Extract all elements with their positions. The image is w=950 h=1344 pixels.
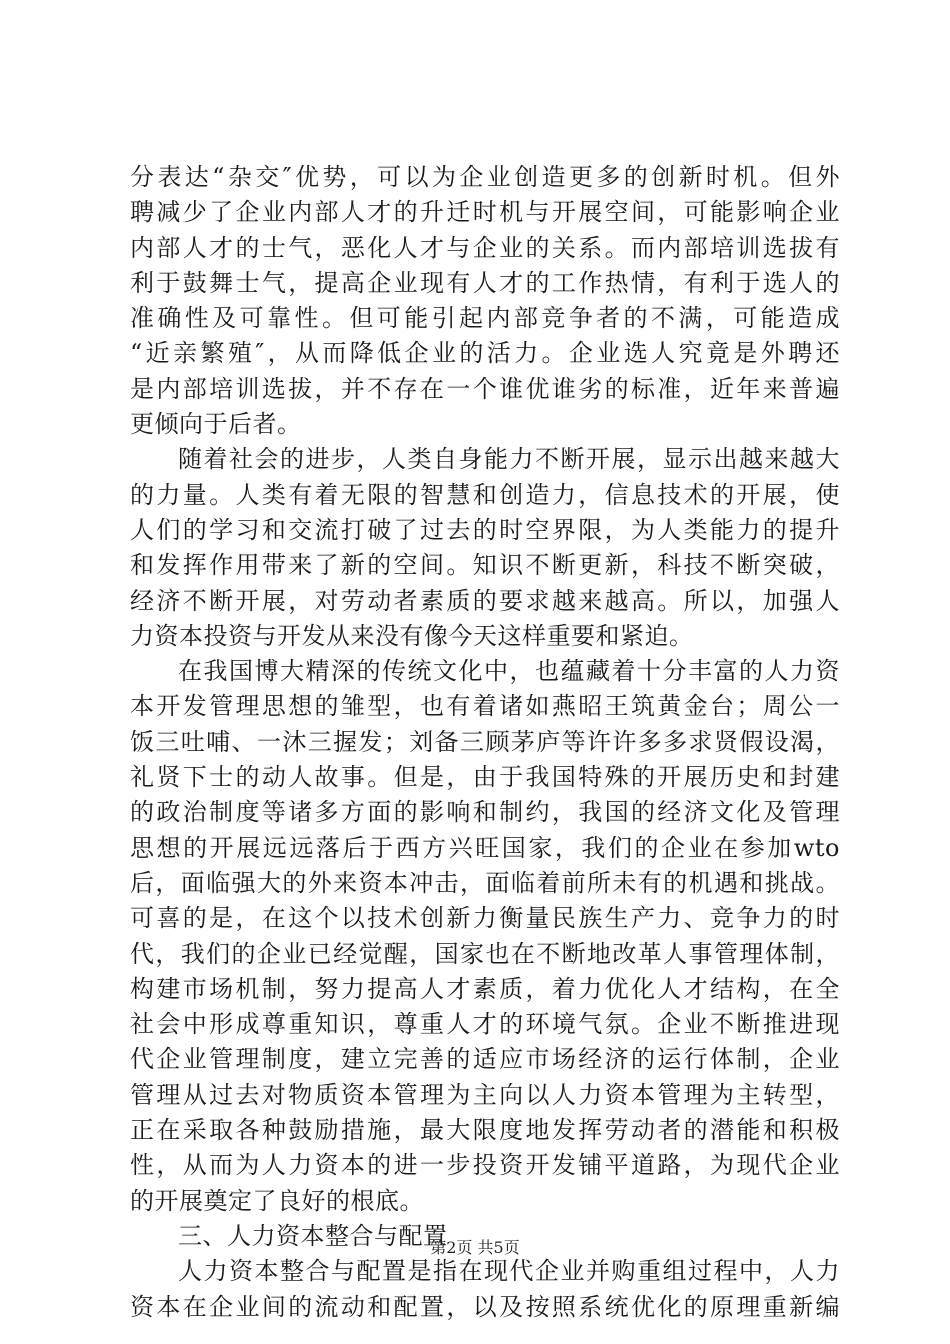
text-line: 正在采取各种鼓励措施，最大限度地发挥劳动者的潜能和积极	[130, 1116, 840, 1145]
text-line: 力资本投资与开发从来没有像今天这样重要和紧迫。	[130, 621, 694, 650]
text-line: 利于鼓舞士气，提高企业现有人才的工作热情，有利于选人的	[130, 268, 840, 297]
section-heading: 三、人力资本整合与配置	[178, 1221, 448, 1250]
text-line: “近亲繁殖″，从而降低企业的活力。企业选人究竟是外聘还	[130, 339, 840, 368]
text-line: 可喜的是，在这个以技术创新力衡量民族生产力、竞争力的时	[130, 904, 840, 933]
text-line: 本开发管理思想的雏型，也有着诸如燕昭王筑黄金台；周公一	[130, 692, 840, 721]
text-line: 的开展奠定了良好的根底。	[130, 1186, 424, 1215]
text-line: 代，我们的企业已经觉醒，国家也在不断地改革人事管理体制，	[130, 939, 840, 968]
text-line: 随着社会的进步，人类自身能力不断开展，显示出越来越大	[178, 445, 840, 474]
text-line: 构建市场机制，努力提高人才素质，着力优化人才结构，在全	[130, 974, 840, 1003]
text-line: 饭三吐哺、一沐三握发；刘备三顾茅庐等许许多多求贤假设渴，	[130, 727, 840, 756]
text-line: 性，从而为人力资本的进一步投资开发铺平道路，为现代企业	[130, 1151, 840, 1180]
text-line: 的政治制度等诸多方面的影响和制约，我国的经济文化及管理	[130, 798, 840, 827]
text-line: 资本在企业间的流动和配置，以及按照系统优化的原理重新编	[130, 1292, 840, 1321]
document-body	[130, 160, 840, 1325]
text-line: 人力资本整合与配置是指在现代企业并购重组过程中，人力	[178, 1257, 840, 1286]
text-line: 分表达“杂交″优势，可以为企业创造更多的创新时机。但外	[130, 163, 840, 191]
text-line: 内部人才的士气，恶化人才与企业的关系。而内部培训选拔有	[130, 233, 840, 262]
text-line: 更倾向于后者。	[130, 410, 302, 439]
text-line: 的力量。人类有着无限的智慧和创造力，信息技术的开展，使	[130, 480, 840, 509]
text-line: 聘减少了企业内部人才的升迁时机与开展空间，可能影响企业	[130, 198, 840, 227]
text-line: 人们的学习和交流打破了过去的时空界限，为人类能力的提升	[130, 515, 840, 544]
text-line: 准确性及可靠性。但可能引起内部竞争者的不满，可能造成	[130, 304, 840, 333]
text-line: 和发挥作用带来了新的空间。知识不断更新，科技不断突破，	[130, 551, 840, 580]
text-line: 在我国博大精深的传统文化中，也蕴藏着十分丰富的人力资	[178, 657, 840, 686]
page-footer	[0, 1238, 950, 1258]
text-line: 经济不断开展，对劳动者素质的要求越来越高。所以，加强人	[130, 586, 840, 615]
text-line: 礼贤下士的动人故事。但是，由于我国特殊的开展历史和封建	[130, 763, 840, 792]
text-line: 管理从过去对物质资本管理为主向以人力资本管理为主转型，	[130, 1080, 840, 1109]
text-line: 社会中形成尊重知识，尊重人才的环境气氛。企业不断推进现	[130, 1010, 840, 1039]
text-line: 代企业管理制度，建立完善的适应市场经济的运行体制，企业	[130, 1045, 840, 1074]
page-number: 第2页 共5页	[430, 1238, 520, 1257]
text-line: 是内部培训选拔，并不存在一个谁优谁劣的标准，近年来普遍	[130, 374, 840, 403]
text-line: 后，面临强大的外来资本冲击，面临着前所未有的机遇和挑战。	[130, 868, 840, 897]
text-line: 思想的开展远远落后于西方兴旺国家，我们的企业在参加wto	[130, 833, 840, 862]
